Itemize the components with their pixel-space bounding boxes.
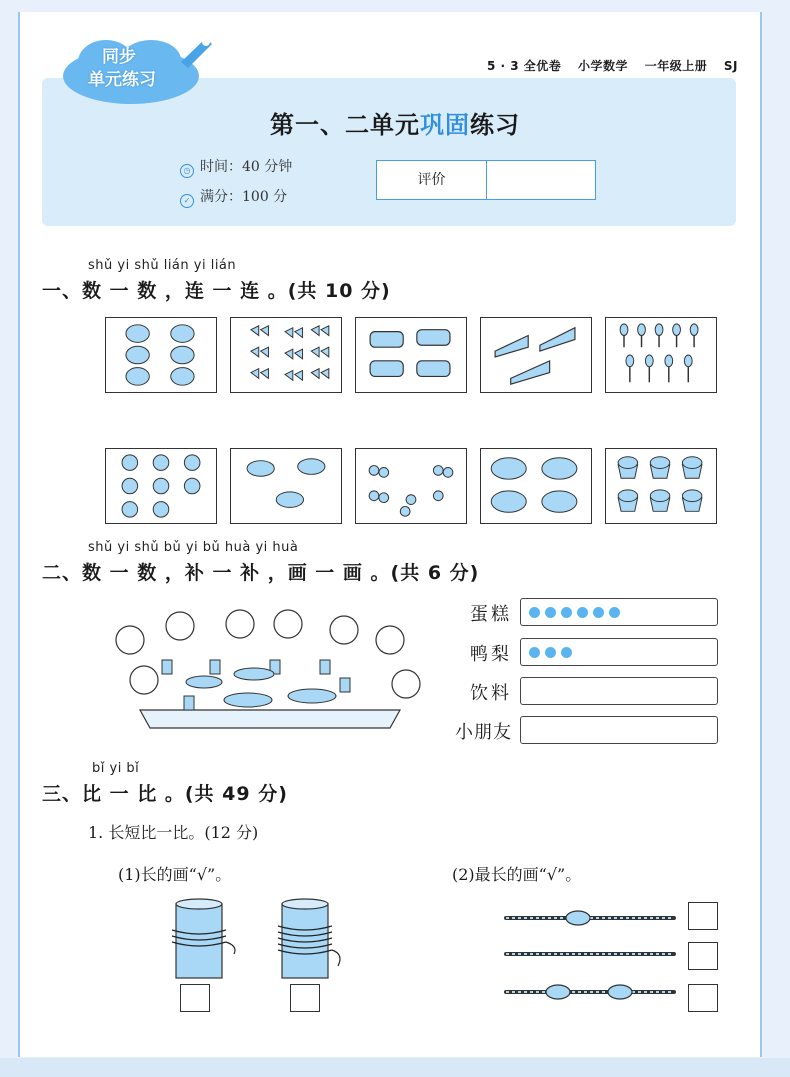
label-drink: 饮料	[470, 683, 512, 704]
bar-cake[interactable]	[520, 598, 718, 626]
series-info	[475, 57, 738, 74]
card-cupcakes[interactable]	[605, 448, 717, 524]
ropes-illustration	[500, 902, 680, 1002]
check-icon: ✓	[180, 194, 194, 208]
card-erasers[interactable]	[355, 317, 467, 393]
bar-pear[interactable]	[520, 638, 718, 666]
elephants-icon	[481, 449, 591, 523]
card-spoons[interactable]	[605, 317, 717, 393]
cherries-icon	[356, 449, 466, 523]
chicks-icon	[106, 318, 216, 392]
erasers-icon	[356, 318, 466, 392]
bottom-band	[0, 1058, 790, 1077]
label-pear: 鸭梨	[470, 644, 512, 665]
tick-box-rope1[interactable]	[688, 902, 718, 930]
animal-faces-icon	[106, 449, 216, 523]
edition: SJ	[723, 59, 738, 73]
q2-pinyin: shǔ yi shǔ bǔ yi bǔ huà yi huà	[88, 540, 299, 555]
dot	[577, 607, 588, 618]
score-line	[180, 186, 287, 208]
page-title	[0, 105, 790, 140]
bar-drink[interactable]	[520, 677, 718, 705]
series-name: 5 · 3 全优卷	[487, 59, 562, 73]
dot	[561, 607, 572, 618]
card-birds[interactable]	[230, 448, 342, 524]
eval-input[interactable]	[487, 161, 595, 199]
card-animal-faces[interactable]	[105, 448, 217, 524]
birds-icon	[231, 449, 341, 523]
butterflies-icon	[231, 318, 341, 392]
title-highlight: 巩固	[420, 111, 470, 139]
label-kids: 小朋友	[455, 722, 512, 743]
eval-label: 评价	[377, 161, 487, 199]
q2-title: 二、数 一 数 ，补 一 补 ，画 一 画 。(共 6 分)	[42, 562, 480, 584]
label-cake: 蛋糕	[470, 604, 512, 625]
tick-box-cyl2[interactable]	[290, 984, 320, 1012]
bar-kids[interactable]	[520, 716, 718, 744]
q3-part2: (2)最长的画“√”。	[452, 865, 582, 884]
time-line	[180, 156, 292, 178]
card-elephants[interactable]	[480, 448, 592, 524]
grade: 一年级上册	[644, 59, 708, 73]
q3-sub1: 1. 长短比一比。(12 分)	[88, 823, 259, 842]
title-post: 练习	[470, 111, 520, 139]
spoons-icon	[606, 318, 716, 392]
badge-line2: 单元练习	[88, 70, 156, 90]
subject: 小学数学	[577, 59, 628, 73]
dot	[561, 647, 572, 658]
cake-slices-icon	[481, 318, 591, 392]
card-cake-slices[interactable]	[480, 317, 592, 393]
party-illustration	[100, 600, 430, 740]
tick-box-rope2[interactable]	[688, 942, 718, 970]
q1-title: 一、数 一 数 ，连 一 连 。(共 10 分)	[42, 280, 391, 302]
card-cherries[interactable]	[355, 448, 467, 524]
q1-pinyin: shǔ yi shǔ lián yi lián	[88, 258, 237, 273]
q3-part1: (1)长的画“√”。	[118, 865, 232, 884]
dot	[529, 607, 540, 618]
dot	[529, 647, 540, 658]
card-butterflies[interactable]	[230, 317, 342, 393]
q3-pinyin: bǐ yi bǐ	[92, 761, 140, 776]
dot	[593, 607, 604, 618]
q3-title: 三、比 一 比 。(共 49 分)	[42, 783, 288, 805]
score-label: 满分：100 分	[200, 189, 288, 205]
dot	[545, 647, 556, 658]
cupcakes-icon	[606, 449, 716, 523]
title-pre: 第一、二单元	[270, 111, 420, 139]
eval-box	[376, 160, 596, 200]
badge-line1: 同步	[102, 47, 136, 67]
time-label: 时间：40 分钟	[200, 159, 293, 175]
badge-label	[88, 46, 208, 92]
tick-box-cyl1[interactable]	[180, 984, 210, 1012]
card-chicks[interactable]	[105, 317, 217, 393]
dot	[545, 607, 556, 618]
clock-icon: ◷	[180, 164, 194, 178]
dot	[609, 607, 620, 618]
cylinders-illustration	[160, 896, 360, 984]
tick-box-rope3[interactable]	[688, 984, 718, 1012]
